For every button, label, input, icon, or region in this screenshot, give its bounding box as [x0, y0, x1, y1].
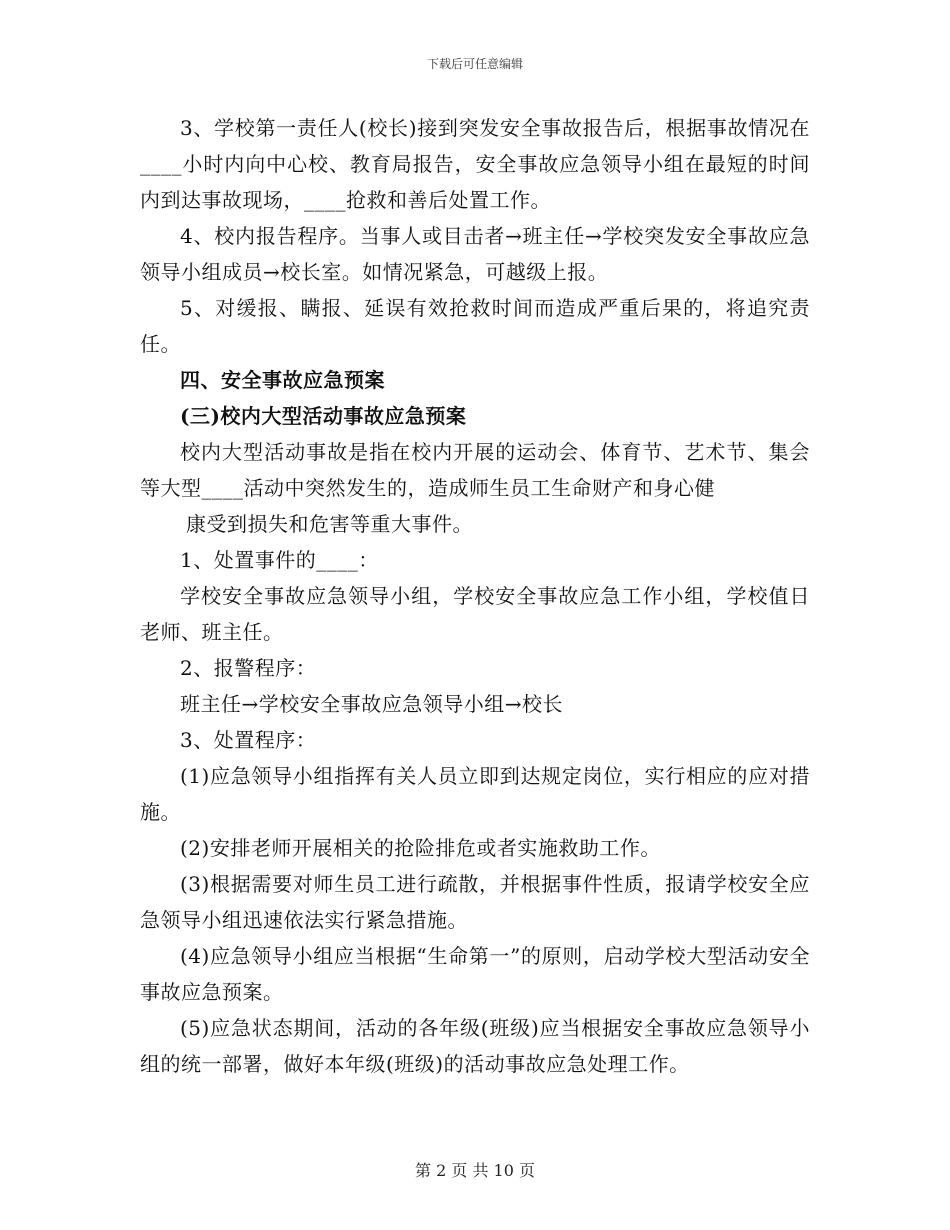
paragraph-handling-team: 学校安全事故应急领导小组，学校安全事故应急工作小组，学校值日老师、班主任。	[140, 584, 810, 644]
section-heading: 四、安全事故应急预案	[180, 368, 385, 392]
document-body	[140, 110, 810, 1082]
item-heading-1: 1、处置事件的____：	[180, 548, 379, 572]
subsection-heading: (三)校内大型活动事故应急预案	[180, 404, 467, 428]
paragraph-report-principal: 3、学校第一责任人(校长)接到突发安全事故报告后，根据事故情况在____小时内向中心校、教育局报告，安全事故应急领导小组在最短的时间内到达事故现场，____抢救和善后处置工作。	[140, 116, 810, 212]
step-5: (5)应急状态期间，活动的各年级(班级)应当根据安全事故应急领导小组的统一部署，做好本年级(班级)的活动事故应急处理工作。	[140, 1016, 810, 1076]
paragraph-definition: 校内大型活动事故是指在校内开展的运动会、体育节、艺术节、集会等大型____活动中突然发生的，造成师生员工生命财产和身心健	[140, 440, 810, 500]
paragraph-report-procedure: 4、校内报告程序。当事人或目击者→班主任→学校突发安全事故应急领导小组成员→校长室。如情况紧急，可越级上报。	[140, 224, 810, 284]
paragraph-accountability: 5、对缓报、瞒报、延误有效抢救时间而造成严重后果的，将追究责任。	[140, 296, 810, 356]
step-2: (2)安排老师开展相关的抢险排危或者实施救助工作。	[180, 836, 661, 860]
step-1: (1)应急领导小组指挥有关人员立即到达规定岗位，实行相应的应对措施。	[140, 764, 810, 824]
page-number: 第 2 页 共 10 页	[415, 1161, 535, 1180]
paragraph-definition-continued: 康受到损失和危害等重大事件。	[186, 512, 473, 536]
step-4: (4)应急领导小组应当根据“生命第一”的原则，启动学校大型活动安全事故应急预案。	[140, 944, 810, 1004]
item-heading-2: 2、报警程序：	[180, 656, 317, 680]
page-header: 下载后可任意编辑	[426, 57, 523, 71]
paragraph-alarm-chain: 班主任→学校安全事故应急领导小组→校长	[180, 692, 564, 716]
step-3: (3)根据需要对师生员工进行疏散，并根据事件性质，报请学校安全应急领导小组迅速依法实行紧急措施。	[140, 872, 810, 932]
item-heading-3: 3、处置程序：	[180, 728, 317, 752]
